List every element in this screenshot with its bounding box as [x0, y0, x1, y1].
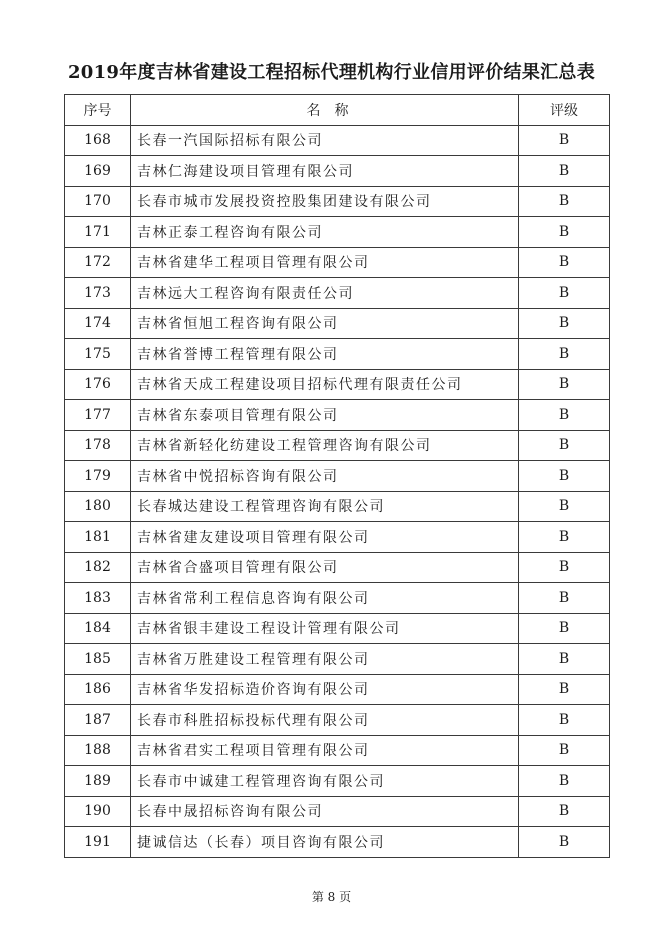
row-serial-number: 185 — [65, 644, 131, 675]
row-serial-number: 184 — [65, 613, 131, 644]
row-serial-number: 189 — [65, 766, 131, 797]
row-company-name: 长春城达建设工程管理咨询有限公司 — [131, 491, 519, 522]
rating-table — [64, 94, 610, 858]
row-grade: B — [519, 339, 610, 370]
table-row — [65, 369, 610, 400]
row-serial-number: 175 — [65, 339, 131, 370]
row-grade: B — [519, 827, 610, 858]
row-company-name: 长春市中诚建工程管理咨询有限公司 — [131, 766, 519, 797]
table-row — [65, 186, 610, 217]
header-company-name: 名 称 — [131, 95, 519, 126]
row-company-name: 吉林省华发招标造价咨询有限公司 — [131, 674, 519, 705]
row-company-name: 吉林省新轻化纺建设工程管理咨询有限公司 — [131, 430, 519, 461]
table-row — [65, 796, 610, 827]
row-company-name: 吉林省建华工程项目管理有限公司 — [131, 247, 519, 278]
table-header-row — [65, 95, 610, 126]
table-row — [65, 247, 610, 278]
table-row — [65, 583, 610, 614]
row-serial-number: 181 — [65, 522, 131, 553]
row-company-name: 长春中晟招标咨询有限公司 — [131, 796, 519, 827]
row-serial-number: 171 — [65, 217, 131, 248]
row-grade: B — [519, 156, 610, 187]
row-company-name: 长春市城市发展投资控股集团建设有限公司 — [131, 186, 519, 217]
row-company-name: 吉林省恒旭工程咨询有限公司 — [131, 308, 519, 339]
row-grade: B — [519, 674, 610, 705]
table-row — [65, 400, 610, 431]
row-company-name: 吉林省君实工程项目管理有限公司 — [131, 735, 519, 766]
row-serial-number: 168 — [65, 125, 131, 156]
row-serial-number: 180 — [65, 491, 131, 522]
row-serial-number: 186 — [65, 674, 131, 705]
row-serial-number: 188 — [65, 735, 131, 766]
row-company-name: 吉林省常利工程信息咨询有限公司 — [131, 583, 519, 614]
document-title: 2019年度吉林省建设工程招标代理机构行业信用评价结果汇总表 — [67, 62, 596, 83]
table-row — [65, 125, 610, 156]
row-serial-number: 187 — [65, 705, 131, 736]
row-serial-number: 174 — [65, 308, 131, 339]
table-row — [65, 217, 610, 248]
table-row — [65, 827, 610, 858]
row-grade: B — [519, 796, 610, 827]
table-row — [65, 308, 610, 339]
row-serial-number: 170 — [65, 186, 131, 217]
row-grade: B — [519, 278, 610, 309]
row-company-name: 捷诚信达（长春）项目咨询有限公司 — [131, 827, 519, 858]
table-row — [65, 552, 610, 583]
row-serial-number: 191 — [65, 827, 131, 858]
row-company-name: 长春一汽国际招标有限公司 — [131, 125, 519, 156]
row-serial-number: 177 — [65, 400, 131, 431]
table-body — [65, 125, 610, 857]
row-serial-number: 176 — [65, 369, 131, 400]
row-company-name: 吉林远大工程咨询有限责任公司 — [131, 278, 519, 309]
row-grade: B — [519, 430, 610, 461]
row-grade: B — [519, 583, 610, 614]
row-serial-number: 183 — [65, 583, 131, 614]
row-company-name: 吉林省誉博工程管理有限公司 — [131, 339, 519, 370]
row-serial-number: 178 — [65, 430, 131, 461]
row-grade: B — [519, 522, 610, 553]
row-grade: B — [519, 308, 610, 339]
table-row — [65, 766, 610, 797]
row-grade: B — [519, 400, 610, 431]
row-company-name: 吉林省合盛项目管理有限公司 — [131, 552, 519, 583]
table-row — [65, 278, 610, 309]
row-grade: B — [519, 369, 610, 400]
row-serial-number: 173 — [65, 278, 131, 309]
row-company-name: 吉林省天成工程建设项目招标代理有限责任公司 — [131, 369, 519, 400]
row-serial-number: 182 — [65, 552, 131, 583]
table-row — [65, 430, 610, 461]
row-grade: B — [519, 461, 610, 492]
table-row — [65, 522, 610, 553]
row-company-name: 吉林省建友建设项目管理有限公司 — [131, 522, 519, 553]
header-grade: 评级 — [519, 95, 610, 126]
row-company-name: 吉林仁海建设项目管理有限公司 — [131, 156, 519, 187]
row-grade: B — [519, 217, 610, 248]
row-grade: B — [519, 491, 610, 522]
row-serial-number: 190 — [65, 796, 131, 827]
table-row — [65, 613, 610, 644]
row-grade: B — [519, 735, 610, 766]
row-grade: B — [519, 552, 610, 583]
row-grade: B — [519, 125, 610, 156]
row-grade: B — [519, 705, 610, 736]
row-company-name: 吉林正泰工程咨询有限公司 — [131, 217, 519, 248]
row-grade: B — [519, 613, 610, 644]
row-company-name: 吉林省中悦招标咨询有限公司 — [131, 461, 519, 492]
row-grade: B — [519, 644, 610, 675]
row-grade: B — [519, 766, 610, 797]
table-row — [65, 339, 610, 370]
row-company-name: 吉林省万胜建设工程管理有限公司 — [131, 644, 519, 675]
table-row — [65, 156, 610, 187]
table-row — [65, 644, 610, 675]
row-company-name: 吉林省东泰项目管理有限公司 — [131, 400, 519, 431]
row-company-name: 长春市科胜招标投标代理有限公司 — [131, 705, 519, 736]
row-serial-number: 169 — [65, 156, 131, 187]
row-grade: B — [519, 186, 610, 217]
row-serial-number: 172 — [65, 247, 131, 278]
row-serial-number: 179 — [65, 461, 131, 492]
page-number: 第 8 页 — [311, 890, 352, 904]
table-row — [65, 674, 610, 705]
row-company-name: 吉林省银丰建设工程设计管理有限公司 — [131, 613, 519, 644]
table-row — [65, 491, 610, 522]
header-serial-number: 序号 — [65, 95, 131, 126]
row-grade: B — [519, 247, 610, 278]
table-row — [65, 461, 610, 492]
table-row — [65, 735, 610, 766]
table-row — [65, 705, 610, 736]
